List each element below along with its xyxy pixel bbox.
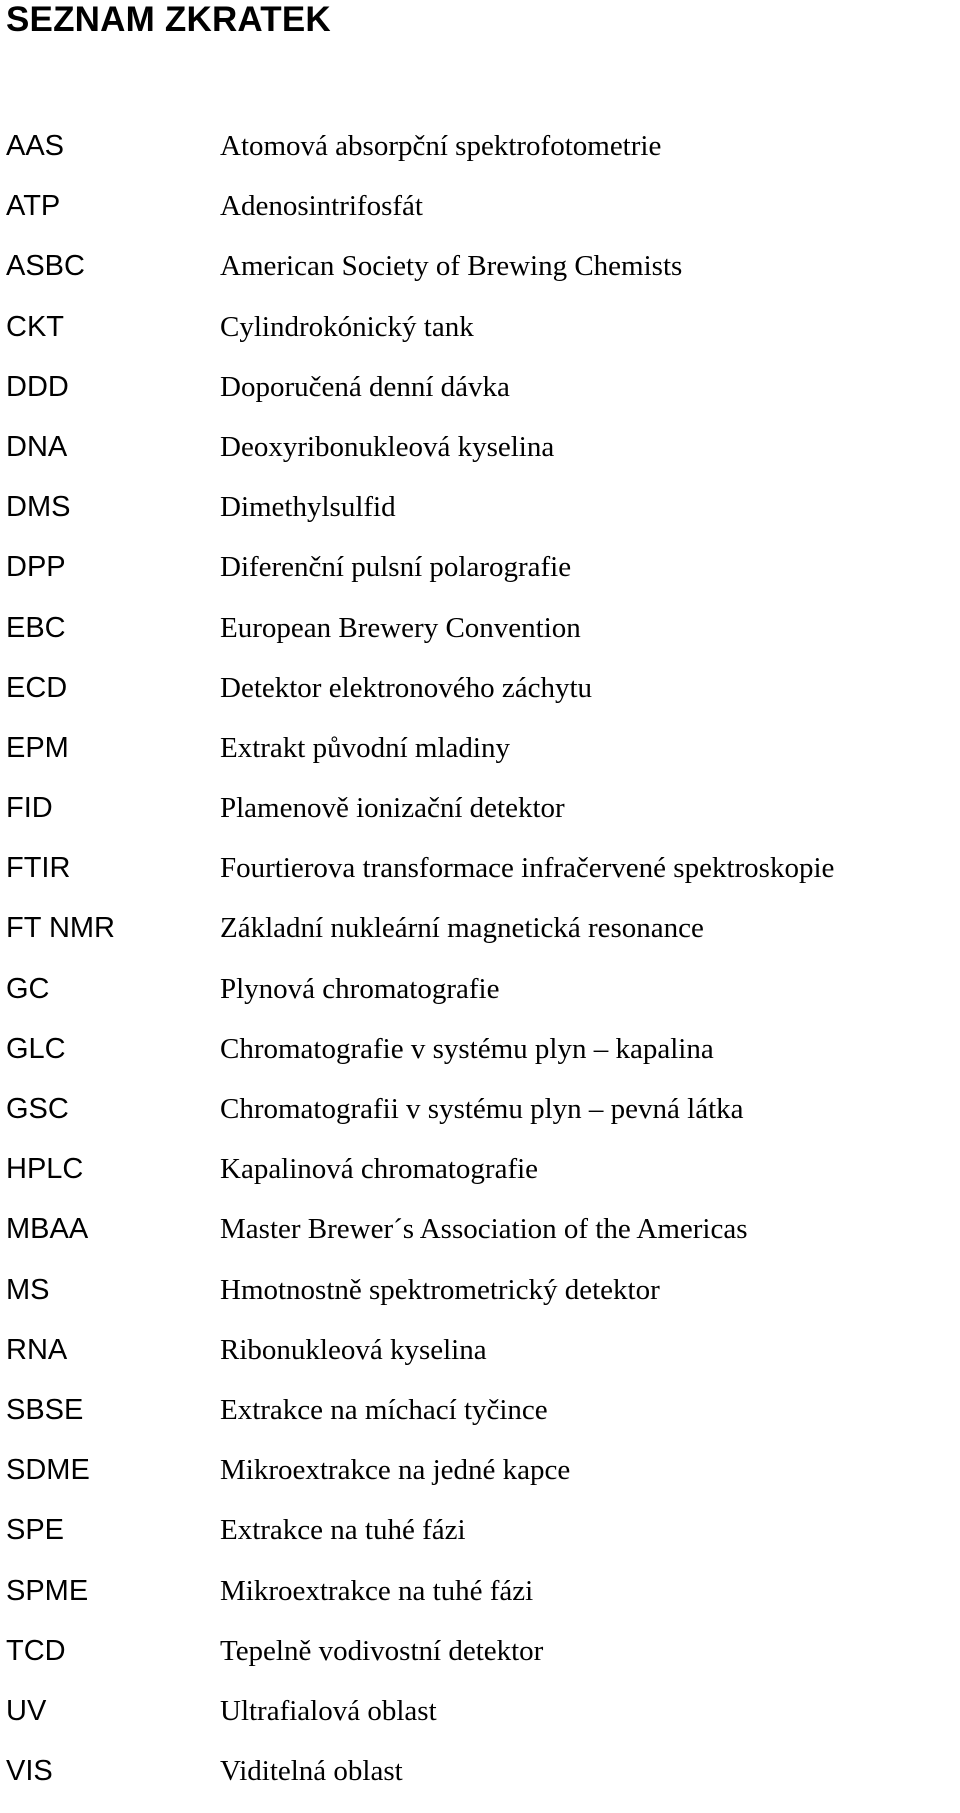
abbreviation-meaning: Extrakce na tuhé fázi — [220, 1514, 466, 1547]
abbreviation-row — [0, 1633, 960, 1693]
abbreviation-meaning: Doporučená denní dávka — [220, 370, 510, 403]
abbreviation-code: ECD — [6, 671, 68, 704]
abbreviation-code: HPLC — [6, 1153, 84, 1186]
abbreviation-meaning: Viditelná oblast — [220, 1755, 403, 1788]
abbreviation-row — [0, 1452, 960, 1512]
abbreviation-code: EBC — [6, 611, 66, 644]
abbreviation-code: MS — [6, 1273, 50, 1306]
abbreviation-row — [0, 670, 960, 730]
abbreviation-row — [0, 369, 960, 429]
abbreviation-code: FID — [6, 792, 53, 825]
abbreviation-code: TCD — [6, 1634, 66, 1667]
abbreviation-code: DMS — [6, 491, 71, 524]
abbreviation-meaning: European Brewery Convention — [220, 611, 581, 644]
abbreviation-row — [0, 1573, 960, 1633]
abbreviation-code: FTIR — [6, 852, 71, 885]
abbreviation-meaning: Hmotnostně spektrometrický detektor — [220, 1273, 660, 1306]
abbreviation-meaning: Dimethylsulfid — [220, 491, 396, 524]
abbreviation-code: DNA — [6, 430, 68, 463]
abbreviation-code: GSC — [6, 1093, 69, 1125]
abbreviation-code: AAS — [6, 130, 65, 162]
abbreviation-row — [0, 971, 960, 1031]
abbreviation-row — [0, 1693, 960, 1753]
abbreviation-meaning: Tepelně vodivostní detektor — [220, 1634, 544, 1667]
abbreviation-meaning: Cylindrokónický tank — [220, 310, 474, 343]
abbreviation-meaning: Atomová absorpční spektrofotometrie — [220, 130, 662, 162]
abbreviation-row — [0, 1091, 960, 1151]
abbreviation-code: ASBC — [6, 250, 85, 283]
abbreviation-row — [0, 309, 960, 369]
abbreviation-code: RNA — [6, 1333, 68, 1366]
abbreviation-code: SBSE — [6, 1393, 84, 1426]
abbreviation-meaning: Základní nukleární magnetická resonance — [220, 912, 704, 945]
abbreviation-row — [0, 850, 960, 910]
abbreviation-code: UV — [6, 1694, 47, 1727]
abbreviation-row — [0, 730, 960, 790]
abbreviation-code: SPME — [6, 1574, 89, 1607]
abbreviation-meaning: Diferenční pulsní polarografie — [220, 551, 572, 584]
abbreviation-row — [0, 248, 960, 308]
abbreviation-row — [0, 910, 960, 970]
abbreviation-list — [0, 128, 960, 1813]
abbreviation-row — [0, 1332, 960, 1392]
abbreviation-meaning: American Society of Brewing Chemists — [220, 250, 683, 283]
abbreviation-meaning: Extrakt původní mladiny — [220, 731, 510, 764]
abbreviation-code: FT NMR — [6, 912, 116, 945]
abbreviation-row — [0, 429, 960, 489]
abbreviation-code: MBAA — [6, 1213, 89, 1246]
abbreviation-meaning: Master Brewer´s Association of the Americas — [220, 1213, 748, 1246]
abbreviation-row — [0, 489, 960, 549]
abbreviation-code: CKT — [6, 310, 64, 343]
abbreviation-meaning: Mikroextrakce na tuhé fázi — [220, 1574, 534, 1607]
abbreviation-meaning: Ribonukleová kyselina — [220, 1333, 487, 1366]
abbreviation-code: DDD — [6, 370, 69, 403]
abbreviation-code: DPP — [6, 551, 66, 584]
abbreviation-code: SDME — [6, 1454, 90, 1487]
abbreviation-meaning: Deoxyribonukleová kyselina — [220, 430, 555, 463]
abbreviation-row — [0, 790, 960, 850]
abbreviation-meaning: Chromatografii v systému plyn – pevná látka — [220, 1093, 744, 1125]
abbreviation-row — [0, 549, 960, 609]
abbreviation-code: VIS — [6, 1755, 53, 1788]
abbreviation-row — [0, 610, 960, 670]
abbreviation-row — [0, 1211, 960, 1271]
abbreviation-row — [0, 1272, 960, 1332]
abbreviation-meaning: Fourtierova transformace infračervené spektroskopie — [220, 852, 835, 885]
abbreviation-meaning: Plamenově ionizační detektor — [220, 792, 565, 825]
abbreviation-row — [0, 188, 960, 248]
abbreviation-row — [0, 1753, 960, 1813]
abbreviation-code: GC — [6, 972, 50, 1005]
abbreviation-meaning: Mikroextrakce na jedné kapce — [220, 1454, 571, 1487]
abbreviation-meaning: Plynová chromatografie — [220, 972, 500, 1005]
abbreviation-meaning: Chromatografie v systému plyn – kapalina — [220, 1032, 714, 1065]
abbreviation-meaning: Extrakce na míchací tyčince — [220, 1393, 548, 1426]
abbreviation-code: ATP — [6, 190, 61, 223]
abbreviation-meaning: Kapalinová chromatografie — [220, 1153, 539, 1186]
abbreviation-row — [0, 1392, 960, 1452]
page-title: SEZNAM ZKRATEK — [6, 0, 331, 39]
abbreviation-code: SPE — [6, 1514, 65, 1547]
abbreviation-meaning: Ultrafialová oblast — [220, 1694, 437, 1727]
abbreviation-row — [0, 1151, 960, 1211]
abbreviation-meaning: Detektor elektronového záchytu — [220, 671, 593, 704]
abbreviation-code: GLC — [6, 1032, 66, 1065]
abbreviation-code: EPM — [6, 731, 69, 764]
abbreviation-row — [0, 1031, 960, 1091]
abbreviation-row — [0, 1512, 960, 1572]
abbreviation-meaning: Adenosintrifosfát — [220, 190, 423, 223]
abbreviation-row — [0, 128, 960, 188]
